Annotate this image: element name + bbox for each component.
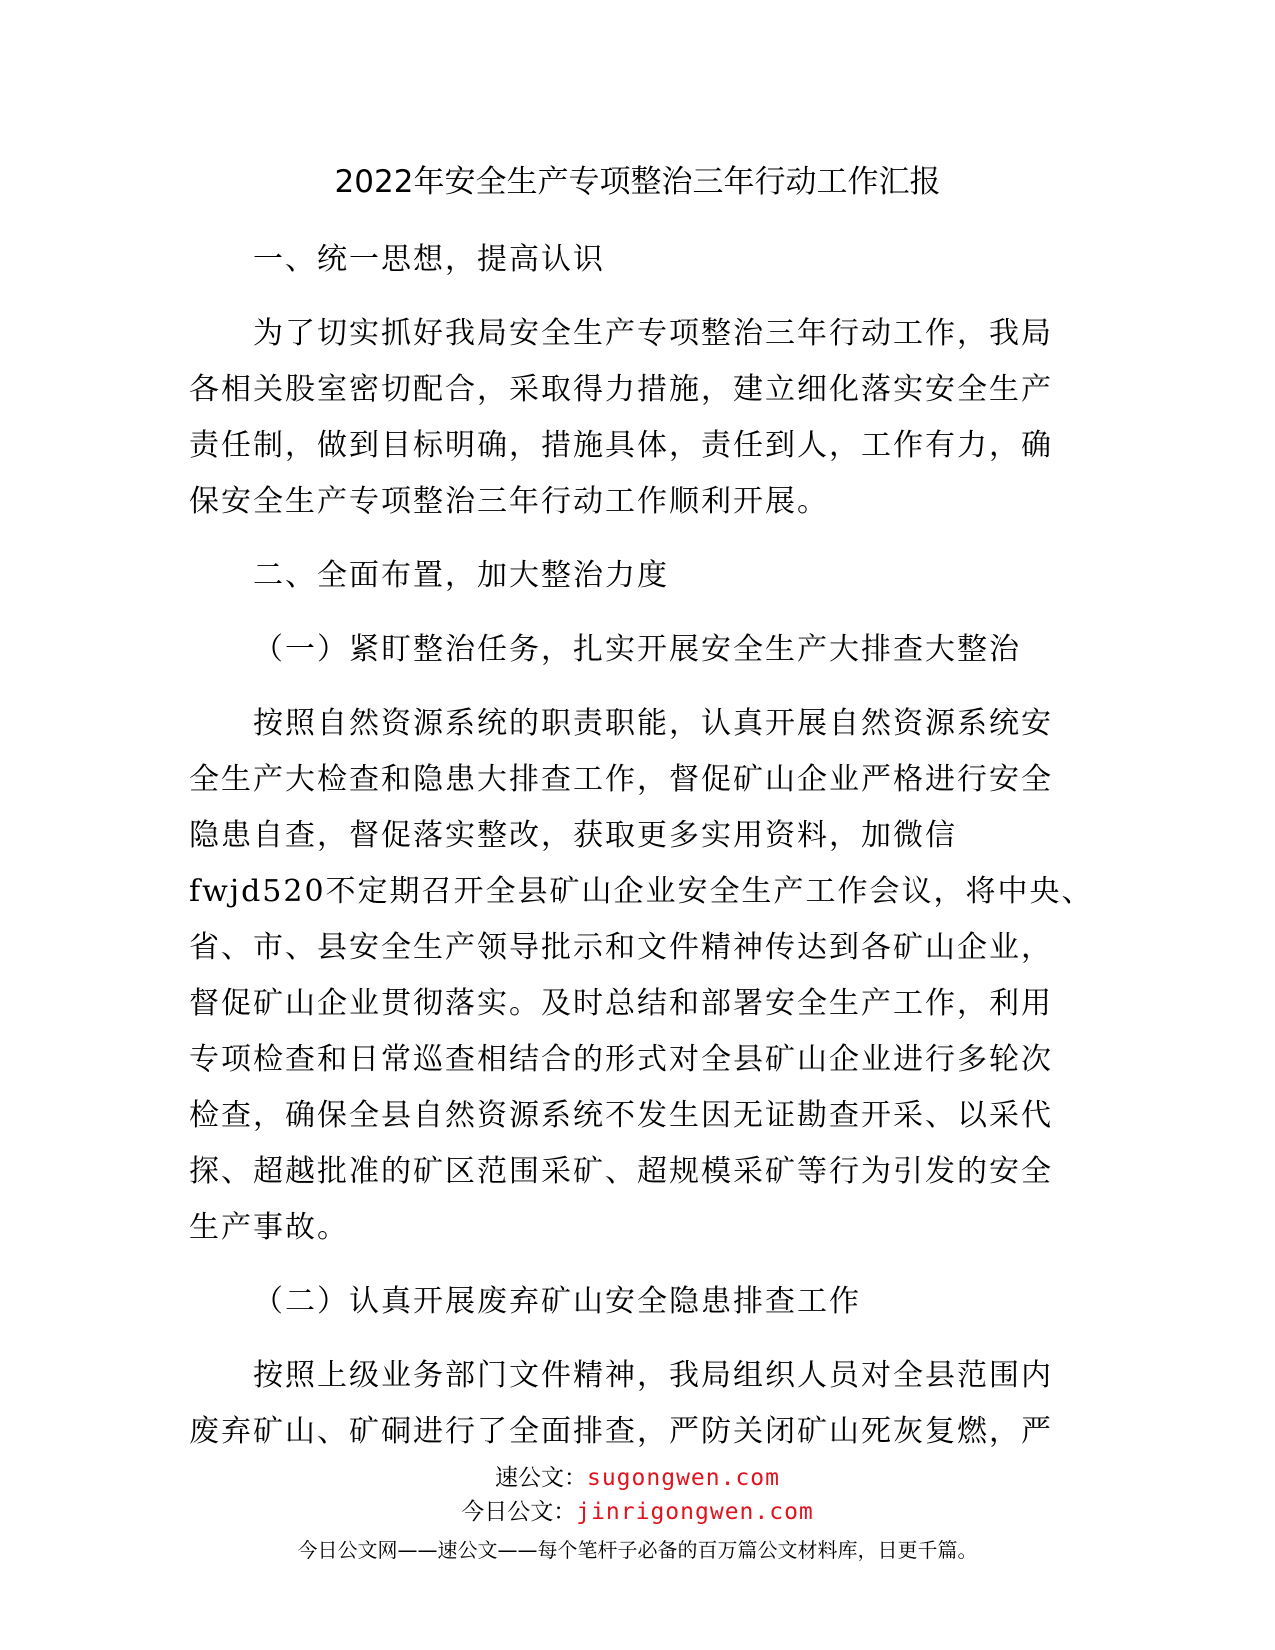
paragraph-line: 生产事故。 — [189, 1210, 349, 1245]
footer-link-sugongwen[interactable]: sugongwen.com — [586, 1465, 780, 1491]
document-body — [189, 232, 1094, 1460]
paragraph-line: 全生产大检查和隐患大排查工作，督促矿山企业严格进行安全 — [189, 762, 1053, 797]
footer-tagline: 今日公文网——速公文——每个笔杆子必备的百万篇公文材料库，日更千篇。 — [297, 1538, 978, 1562]
subsection2-heading: （二）认真开展废弃矿山安全隐患排查工作 — [253, 1284, 861, 1319]
subsection1-paragraph — [189, 696, 1094, 1256]
footer-label: 速公文： — [494, 1465, 587, 1491]
paragraph-line: 探、超越批准的矿区范围采矿、超规模采矿等行为引发的安全 — [189, 1154, 1053, 1189]
subsection1-heading: （一）紧盯整治任务，扎实开展安全生产大排查大整治 — [253, 632, 1021, 667]
paragraph-line: 废弃矿山、矿硐进行了全面排查，严防关闭矿山死灰复燃，严 — [189, 1414, 1053, 1449]
paragraph-line: 省、市、县安全生产领导批示和文件精神传达到各矿山企业， — [189, 930, 1053, 965]
subsection2-paragraph — [189, 1348, 1089, 1460]
footer-label: 今日公文： — [461, 1499, 577, 1525]
paragraph-line: 按照上级业务部门文件精神，我局组织人员对全县范围内 — [253, 1358, 1053, 1393]
paragraph-line: 保安全生产专项整治三年行动工作顺利开展。 — [189, 484, 829, 519]
section2-heading: 二、全面布置，加大整治力度 — [253, 558, 669, 593]
paragraph-line: 检查，确保全县自然资源系统不发生因无证勘查开采、以采代 — [189, 1098, 1053, 1133]
paragraph-line: 责任制，做到目标明确，措施具体，责任到人，工作有力，确 — [189, 428, 1053, 463]
paragraph-line: 各相关股室密切配合，采取得力措施，建立细化落实安全生产 — [189, 372, 1053, 407]
paragraph-line: 专项检查和日常巡查相结合的形式对全县矿山企业进行多轮次 — [189, 1042, 1053, 1077]
paragraph-line: 为了切实抓好我局安全生产专项整治三年行动工作，我局 — [253, 316, 1053, 351]
paragraph-line: 按照自然资源系统的职责职能，认真开展自然资源系统安 — [253, 706, 1053, 741]
section1-heading: 一、统一思想，提高认识 — [253, 242, 605, 277]
paragraph-line: fwjd520不定期召开全县矿山企业安全生产工作会议，将中央、 — [189, 874, 1094, 909]
footer-line-jinrigongwen — [0, 1496, 1275, 1528]
section1-paragraph — [189, 306, 1089, 530]
paragraph-line: 隐患自查，督促落实整改，获取更多实用资料，加微信 — [189, 818, 957, 853]
footer-line-sugongwen — [0, 1462, 1275, 1494]
footer-link-jinrigongwen[interactable]: jinrigongwen.com — [576, 1499, 814, 1525]
document-title: 2022年安全生产专项整治三年行动工作汇报 — [334, 164, 941, 200]
paragraph-line: 督促矿山企业贯彻落实。及时总结和部署安全生产工作，利用 — [189, 986, 1053, 1021]
